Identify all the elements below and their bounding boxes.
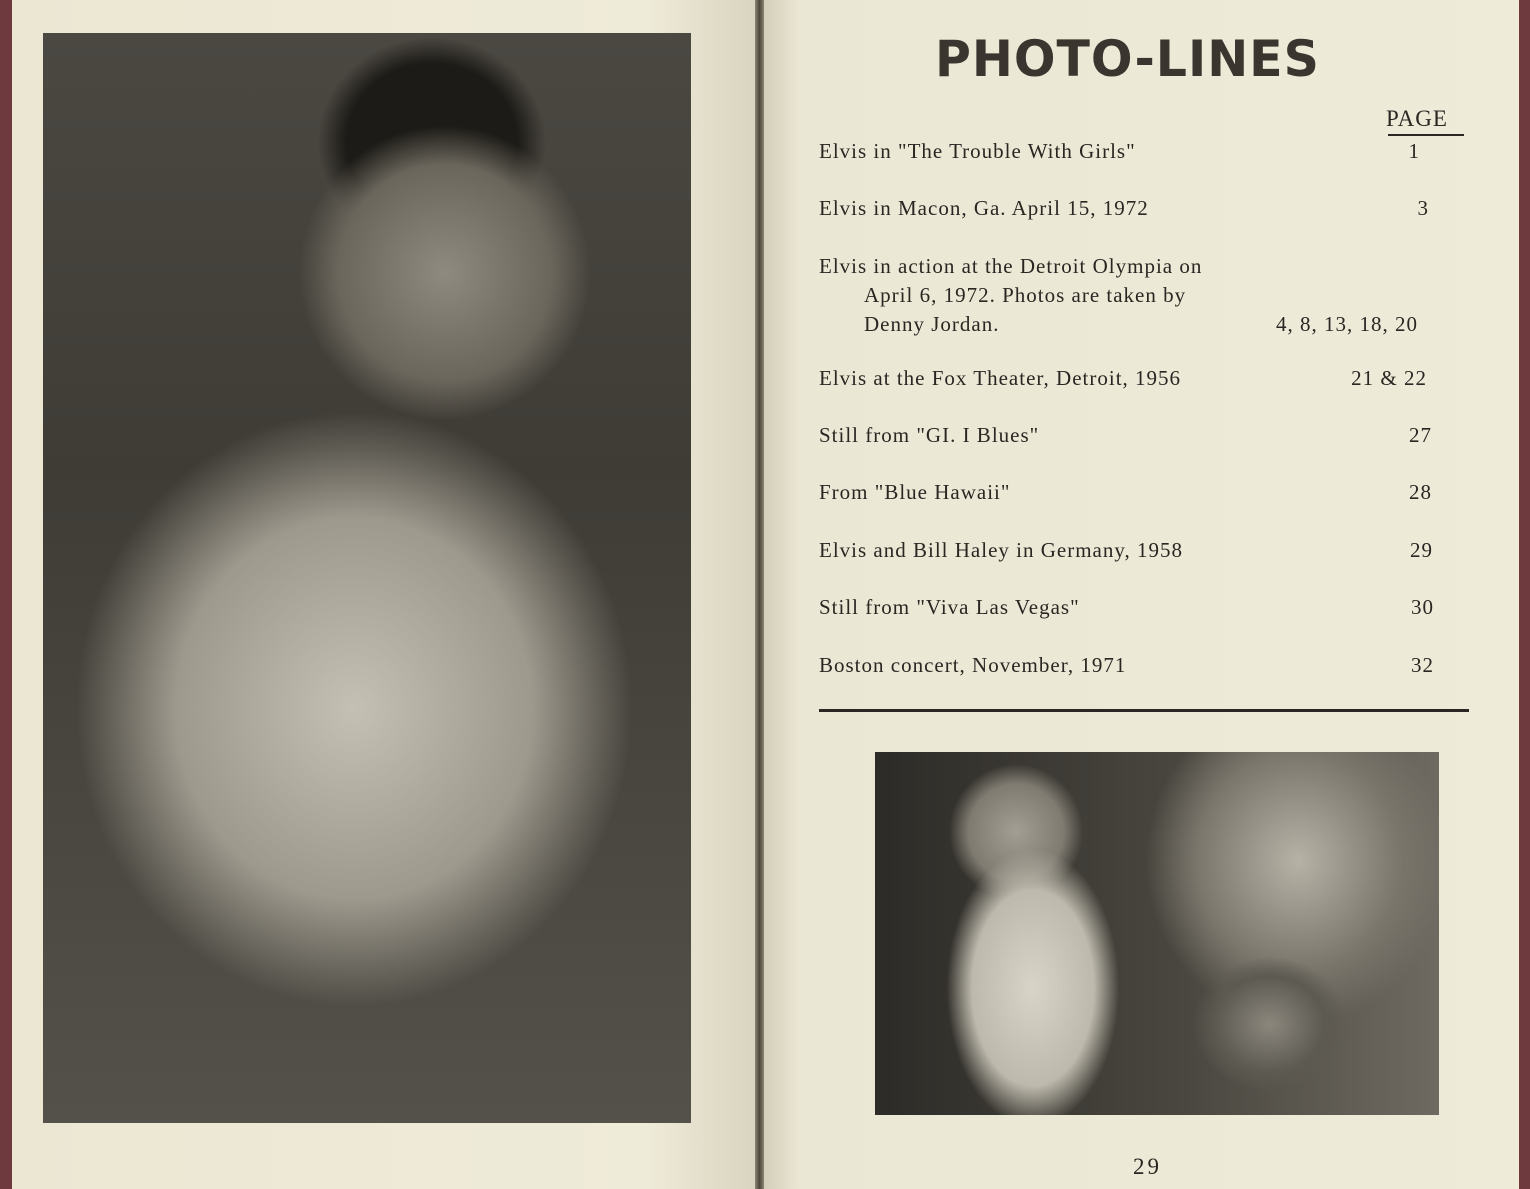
page-column-label: PAGE [1386,106,1448,131]
portrait-photo [43,33,691,1123]
page-column-rule [1388,134,1464,136]
entry-pages: 21 & 22 [1351,366,1427,390]
entry-pages: 30 [1411,595,1434,619]
entry-text: Still from "GI. I Blues" [819,423,1040,447]
entry-text: Denny Jordan. [864,312,1000,336]
entry-text: From "Blue Hawaii" [819,480,1011,504]
entry-pages: 3 [1417,196,1429,220]
list-item [819,364,1439,393]
entry-text: Boston concert, November, 1971 [819,653,1127,677]
list-item [819,593,1439,622]
list-item [819,536,1439,565]
entry-pages: 1 [1408,139,1420,163]
entry-pages: 28 [1409,480,1432,504]
list-item [819,137,1439,166]
entry-pages: 29 [1410,538,1433,562]
entry-pages: 4, 8, 13, 18, 20 [1276,312,1418,336]
entry-text: Elvis in action at the Detroit Olympia on [819,254,1203,278]
entry-text: Elvis in "The Trouble With Girls" [819,139,1136,163]
page-title: PHOTO-LINES [935,30,1320,88]
list-item [819,194,1439,223]
list-item [819,421,1439,450]
entry-pages: 32 [1411,653,1434,677]
list-item [819,252,1439,339]
page-number: 29 [1133,1154,1162,1179]
section-divider [819,709,1469,712]
entry-text: April 6, 1972. Photos are taken by [864,283,1187,307]
entry-text: Elvis and Bill Haley in Germany, 1958 [819,538,1183,562]
backstage-photo [875,752,1439,1115]
entry-text: Still from "Viva Las Vegas" [819,595,1080,619]
entry-text: Elvis in Macon, Ga. April 15, 1972 [819,196,1149,220]
list-item [819,478,1439,507]
list-item [819,651,1439,680]
book-gutter [755,0,764,1189]
entry-text: Elvis at the Fox Theater, Detroit, 1956 [819,366,1182,390]
entry-pages: 27 [1409,423,1432,447]
